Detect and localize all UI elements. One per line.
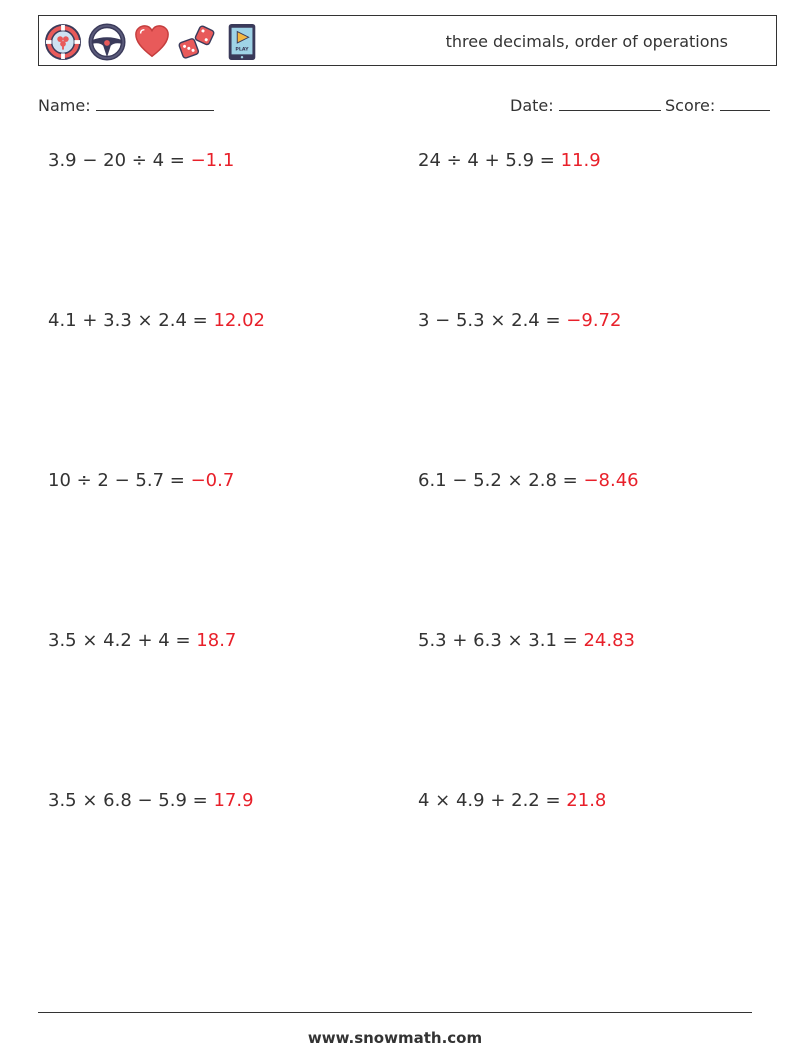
problem-expression: 24 ÷ 4 + 5.9 = bbox=[418, 150, 555, 171]
score-field bbox=[665, 94, 770, 115]
problem-expression: 3.5 × 4.2 + 4 = bbox=[48, 630, 191, 651]
problem-4 bbox=[418, 310, 621, 331]
tablet-play-icon bbox=[223, 23, 261, 61]
steering-wheel-icon bbox=[88, 23, 126, 61]
poker-chip-icon bbox=[44, 23, 82, 61]
problem-2 bbox=[418, 150, 601, 171]
problem-answer: −0.7 bbox=[190, 470, 235, 491]
problem-7 bbox=[48, 630, 236, 651]
date-label: Date: bbox=[510, 96, 554, 115]
problem-expression: 3.9 − 20 ÷ 4 = bbox=[48, 150, 185, 171]
name-field bbox=[38, 94, 214, 115]
date-field bbox=[510, 94, 661, 115]
date-blank[interactable] bbox=[559, 94, 661, 111]
problem-answer: 12.02 bbox=[213, 310, 265, 331]
score-label: Score: bbox=[665, 96, 716, 115]
problem-answer: −1.1 bbox=[190, 150, 235, 171]
dice-icon bbox=[178, 23, 216, 61]
problem-answer: 17.9 bbox=[213, 790, 254, 811]
problem-answer: −8.46 bbox=[583, 470, 639, 491]
score-blank[interactable] bbox=[720, 94, 770, 111]
problem-5 bbox=[48, 470, 234, 491]
name-blank[interactable] bbox=[96, 94, 214, 111]
problem-10 bbox=[418, 790, 606, 811]
problem-answer: 11.9 bbox=[560, 150, 601, 171]
problem-expression: 10 ÷ 2 − 5.7 = bbox=[48, 470, 185, 491]
problem-answer: −9.72 bbox=[566, 310, 622, 331]
problem-8 bbox=[418, 630, 635, 651]
worksheet-header bbox=[38, 15, 777, 66]
problem-expression: 4.1 + 3.3 × 2.4 = bbox=[48, 310, 208, 331]
problem-6 bbox=[418, 470, 639, 491]
problem-3 bbox=[48, 310, 265, 331]
problem-expression: 4 × 4.9 + 2.2 = bbox=[418, 790, 561, 811]
tablet-play-label: PLAY bbox=[235, 47, 249, 53]
problem-expression: 3.5 × 6.8 − 5.9 = bbox=[48, 790, 208, 811]
problem-9 bbox=[48, 790, 254, 811]
problem-expression: 5.3 + 6.3 × 3.1 = bbox=[418, 630, 578, 651]
problem-expression: 3 − 5.3 × 2.4 = bbox=[418, 310, 561, 331]
footer-divider bbox=[38, 1012, 752, 1013]
problem-answer: 24.83 bbox=[583, 630, 635, 651]
footer-url[interactable]: www.snowmath.com bbox=[307, 1029, 483, 1047]
problem-answer: 18.7 bbox=[196, 630, 237, 651]
heart-icon bbox=[133, 23, 171, 61]
worksheet-title: three decimals, order of operations bbox=[445, 32, 728, 51]
problem-answer: 21.8 bbox=[566, 790, 607, 811]
name-label: Name: bbox=[38, 96, 91, 115]
problem-expression: 6.1 − 5.2 × 2.8 = bbox=[418, 470, 578, 491]
problem-1 bbox=[48, 150, 234, 171]
